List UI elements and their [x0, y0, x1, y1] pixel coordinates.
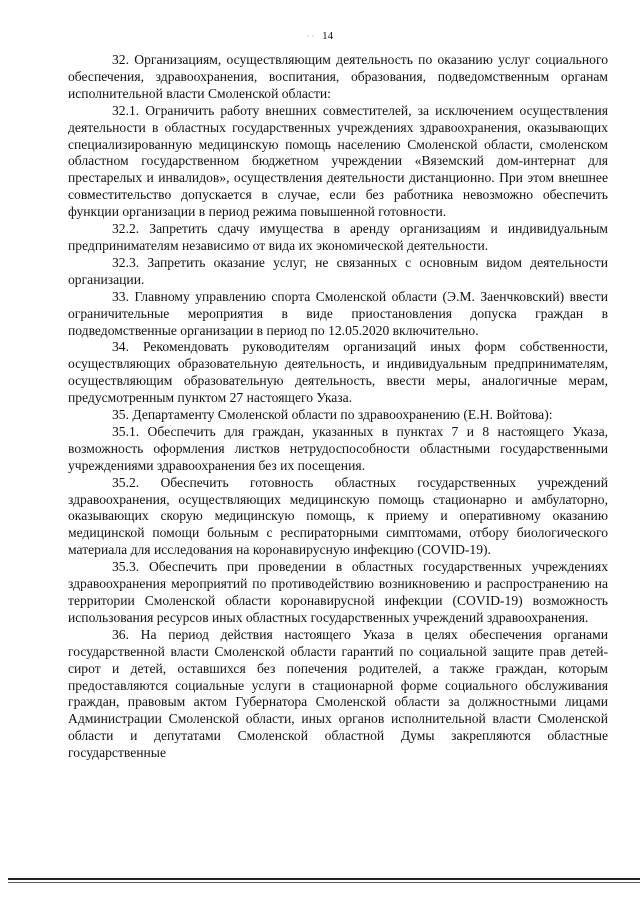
paragraph-32-2: 32.2. Запретить сдачу имущества в аренду организациям и индивидуальным предпринимателям независимо от вида их экономической деятельности.: [68, 221, 608, 253]
paragraph-32-3: 32.3. Запретить оказание услуг, не связанных с основным видом деятельности организации.: [68, 254, 608, 287]
page-number-marks: · ·: [306, 32, 315, 41]
paragraph-35: 35. Департаменту Смоленской области по здравоохранению (Е.Н. Войтова):: [112, 407, 553, 423]
bottom-rule-secondary: [8, 882, 640, 883]
paragraph-35-2: 35.2. Обеспечить готовность областных государственных учреждений здравоохранения, осуществляющих медицинскую помощь стационарно и амбулаторно, оказывающих скорую медицинскую помощь, к приему и оперативному оказанию медицинской помощи больным с респираторными симптомами, отбору биологического материала для исследования на коронавирусную инфекцию (COVID-19).: [68, 474, 608, 558]
paragraph-32-1: 32.1. Ограничить работу внешних совместителей, за исключением осуществления деятельности в областных государственных учреждениях здравоохранения, оказывающих специализированную медицинскую помощь населению Смоленской области, смоленском областном государственном бюджетном учреждении «Вяземский дом-интернат для престарелых и инвалидов», осуществления деятельности дистанционно. При этом внешнее совместительство допускается в случае, если без работника невозможно обеспечить функции организации в период режима повышенной готовности.: [68, 102, 608, 220]
bottom-rule: [8, 878, 640, 880]
page-number-text: 14: [322, 30, 334, 42]
paragraph-36: 36. На период действия настоящего Указа в целях обеспечения органами государственной власти Смоленской области гарантий по социальной защите прав детей-сирот и детей, оставшихся без попечения родителей, а также граждан, которым предоставляются социальные услуги в стационарной форме социального обслуживания граждан, правовым актом Губернатора Смоленской области за должностными лицами Администрации Смоленской области, иных органов исполнительной власти Смоленской области и депутатами Смоленской областной Думы закрепляются областные государственные: [68, 626, 608, 761]
paragraph-32: 32. Организациям, осуществляющим деятельность по оказанию услуг социального обеспечения, здравоохранения, воспитания, образования, подведомственным органам исполнительной власти Смоленской области:: [68, 52, 608, 101]
paragraph-35-3: 35.3. Обеспечить при проведении в областных государственных учреждениях здравоохранения мероприятий по противодействию возникновению и распространению на территории Смоленской области коронавирусной инфекции (COVID-19) возможность использования ресурсов иных областных государственных учреждений здравоохранения.: [68, 559, 608, 625]
document-body: [68, 52, 608, 762]
paragraph-33: 33. Главному управлению спорта Смоленской области (Э.М. Заенчковский) ввести ограничительные мероприятия в виде приостановления допуска граждан в подведомственные организации в период по 12.05.2020 включительно.: [68, 288, 608, 338]
page-number: [0, 30, 640, 42]
paragraph-35-1: 35.1. Обеспечить для граждан, указанных в пунктах 7 и 8 настоящего Указа, возможность оформления листков нетрудоспособности областными государственными учреждениями здравоохранения без их посещения.: [68, 423, 608, 473]
paragraph-34: 34. Рекомендовать руководителям организаций иных форм собственности, осуществляющих образовательную деятельность, и индивидуальным предпринимателям, осуществляющим образовательную деятельность, ввести меры, аналогичные мерам, предусмотренным пунктом 27 настоящего Указа.: [68, 339, 608, 406]
